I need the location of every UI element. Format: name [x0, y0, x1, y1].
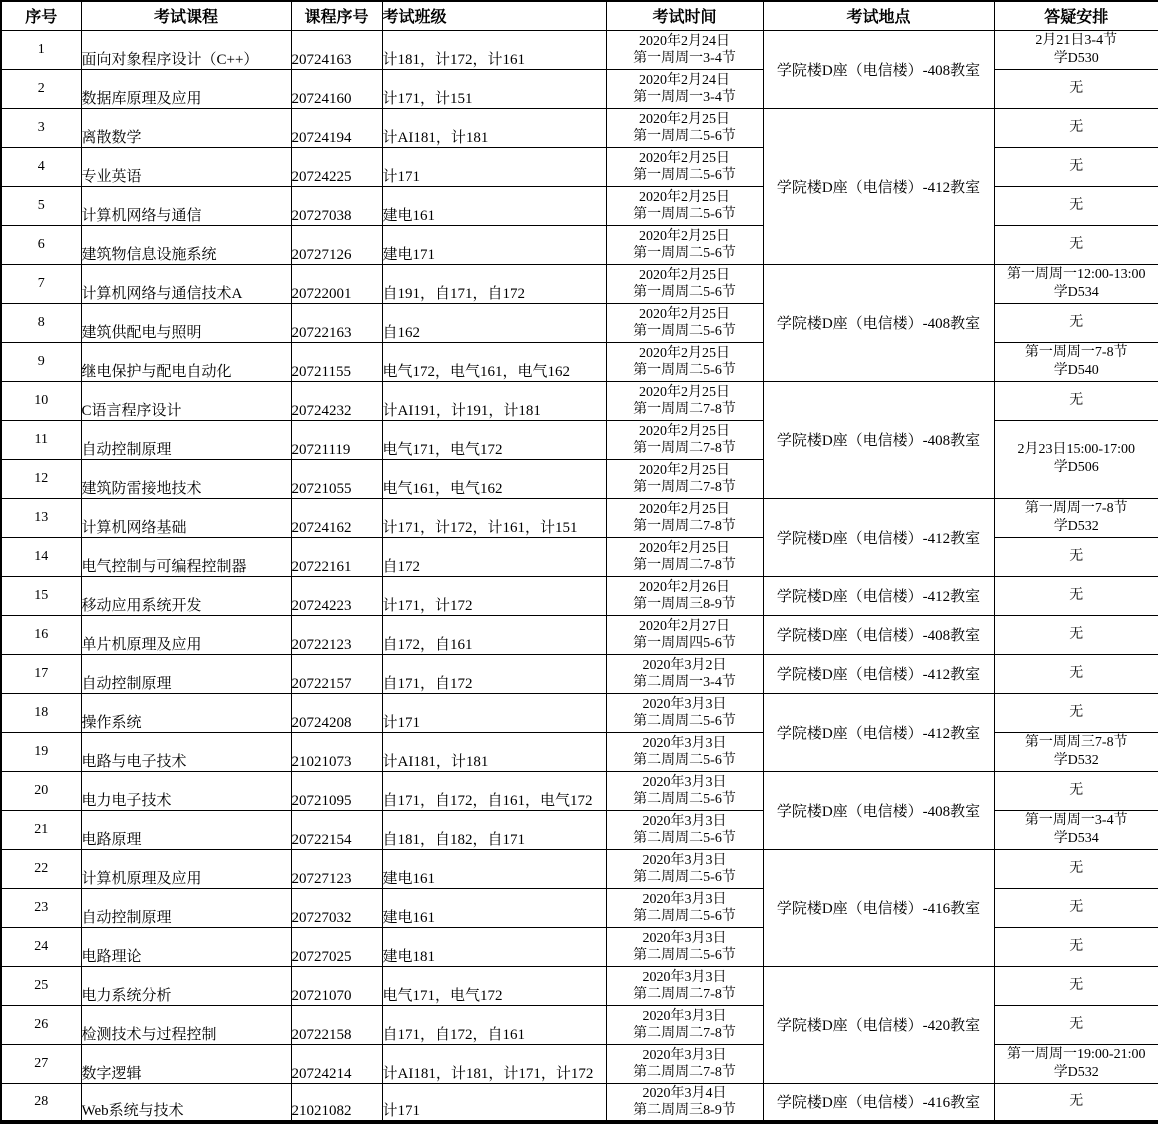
qa-cell	[994, 927, 1158, 966]
time-cell	[606, 303, 763, 342]
qa-cell	[994, 69, 1158, 108]
row-index-cell: 22	[1, 849, 81, 888]
time-cell	[606, 264, 763, 303]
qa-cell	[994, 303, 1158, 342]
time-cell	[606, 654, 763, 693]
course-cell: 建筑防雷接地技术	[81, 459, 291, 498]
row-index-cell: 26	[1, 1005, 81, 1044]
row-index-cell: 1	[1, 30, 81, 69]
time-line: 2020年2月25日	[639, 228, 730, 244]
time-line: 2020年3月3日	[642, 1008, 727, 1024]
time-cell	[606, 420, 763, 459]
classes-cell: 计AI181，计181，计171，计172	[382, 1044, 606, 1083]
qa-cell	[994, 225, 1158, 264]
location-cell: 学院楼D座（电信楼）-412教室	[763, 693, 994, 771]
classes-cell: 自171，自172，自161	[382, 1005, 606, 1044]
row-index-cell: 9	[1, 342, 81, 381]
location-cell: 学院楼D座（电信楼）-416教室	[763, 1083, 994, 1122]
qa-line: 无	[1069, 626, 1084, 642]
course-no-cell: 20724208	[291, 693, 382, 732]
time-line: 2020年2月25日	[639, 540, 730, 556]
course-no-cell: 20724214	[291, 1044, 382, 1083]
qa-line: 无	[1069, 938, 1084, 954]
qa-line: 无	[1069, 80, 1084, 96]
time-line: 2020年3月3日	[642, 1047, 727, 1063]
time-line: 2020年2月25日	[639, 267, 730, 283]
header-qa: 答疑安排	[994, 1, 1158, 30]
row-index-cell: 28	[1, 1083, 81, 1122]
time-line: 第一周周四5-6节	[633, 635, 736, 651]
classes-cell: 自162	[382, 303, 606, 342]
time-cell	[606, 69, 763, 108]
table-row	[1, 654, 1158, 693]
table-row	[1, 30, 1158, 69]
table-row	[1, 576, 1158, 615]
time-cell	[606, 966, 763, 1005]
classes-cell: 电气161，电气162	[382, 459, 606, 498]
classes-cell: 建电181	[382, 927, 606, 966]
time-line: 2020年2月25日	[639, 150, 730, 166]
qa-cell	[994, 1083, 1158, 1122]
qa-line: 无	[1069, 704, 1084, 720]
qa-line: 学D532	[1053, 518, 1099, 534]
qa-cell	[994, 849, 1158, 888]
course-cell: 数字逻辑	[81, 1044, 291, 1083]
qa-line: 无	[1069, 977, 1084, 993]
row-index-cell: 17	[1, 654, 81, 693]
location-cell: 学院楼D座（电信楼）-408教室	[763, 30, 994, 108]
location-cell: 学院楼D座（电信楼）-412教室	[763, 498, 994, 576]
row-index-cell: 19	[1, 732, 81, 771]
course-no-cell: 20721155	[291, 342, 382, 381]
course-no-cell: 20721095	[291, 771, 382, 810]
location-cell: 学院楼D座（电信楼）-412教室	[763, 108, 994, 264]
course-cell: 专业英语	[81, 147, 291, 186]
table-row	[1, 264, 1158, 303]
row-index-cell: 11	[1, 420, 81, 459]
time-line: 第二周周一3-4节	[633, 674, 736, 690]
row-index-cell: 12	[1, 459, 81, 498]
classes-cell: 电气172，电气161，电气162	[382, 342, 606, 381]
time-line: 第二周周二7-8节	[633, 1025, 736, 1041]
row-index-cell: 16	[1, 615, 81, 654]
course-cell: 自动控制原理	[81, 888, 291, 927]
course-no-cell: 20724232	[291, 381, 382, 420]
course-cell: 计算机网络与通信技术A	[81, 264, 291, 303]
time-line: 第一周周一3-4节	[633, 89, 736, 105]
time-line: 2020年3月3日	[642, 735, 727, 751]
time-line: 2020年2月25日	[639, 306, 730, 322]
time-cell	[606, 1005, 763, 1044]
classes-cell: 计171	[382, 1083, 606, 1122]
classes-cell: 计171，计172，计161，计151	[382, 498, 606, 537]
time-line: 2020年2月25日	[639, 189, 730, 205]
time-line: 第二周周二5-6节	[633, 791, 736, 807]
qa-cell	[994, 537, 1158, 576]
qa-cell	[994, 1005, 1158, 1044]
course-no-cell: 20722157	[291, 654, 382, 693]
qa-cell	[994, 381, 1158, 420]
qa-cell	[994, 147, 1158, 186]
qa-line: 2月23日15:00-17:00	[1017, 442, 1135, 457]
header-time: 考试时间	[606, 1, 763, 30]
qa-cell	[994, 342, 1158, 381]
table-row	[1, 849, 1158, 888]
time-line: 2020年3月3日	[642, 852, 727, 868]
time-cell	[606, 810, 763, 849]
qa-line: 无	[1069, 119, 1084, 135]
location-cell: 学院楼D座（电信楼）-412教室	[763, 654, 994, 693]
time-cell	[606, 576, 763, 615]
qa-cell	[994, 264, 1158, 303]
time-line: 第一周周二5-6节	[633, 167, 736, 183]
course-cell: 建筑物信息设施系统	[81, 225, 291, 264]
course-cell: 离散数学	[81, 108, 291, 147]
classes-cell: 自172	[382, 537, 606, 576]
classes-cell: 自181，自182，自171	[382, 810, 606, 849]
qa-line: 学D532	[1053, 1064, 1099, 1080]
time-line: 第二周周二5-6节	[633, 869, 736, 885]
time-line: 2020年2月25日	[639, 462, 730, 478]
time-line: 2020年2月25日	[639, 501, 730, 517]
time-line: 第二周周二5-6节	[633, 947, 736, 963]
qa-line: 2月21日3-4节	[1035, 32, 1118, 48]
time-cell	[606, 498, 763, 537]
course-cell: 电力电子技术	[81, 771, 291, 810]
location-cell: 学院楼D座（电信楼）-408教室	[763, 381, 994, 498]
time-line: 2020年3月3日	[642, 891, 727, 907]
time-line: 2020年2月27日	[639, 618, 730, 634]
location-cell: 学院楼D座（电信楼）-416教室	[763, 849, 994, 966]
qa-line: 无	[1069, 899, 1084, 915]
time-line: 第一周周二5-6节	[633, 323, 736, 339]
table-row	[1, 771, 1158, 810]
row-index-cell: 25	[1, 966, 81, 1005]
time-line: 第一周周二5-6节	[633, 128, 736, 144]
qa-line: 无	[1069, 236, 1084, 252]
course-cell: 计算机原理及应用	[81, 849, 291, 888]
time-cell	[606, 537, 763, 576]
row-index-cell: 5	[1, 186, 81, 225]
qa-line: 第一周周一7-8节	[1024, 344, 1128, 360]
time-line: 第一周周二7-8节	[633, 479, 736, 495]
classes-cell: 建电171	[382, 225, 606, 264]
header-index: 序号	[1, 1, 81, 30]
time-line: 第二周周二5-6节	[633, 752, 736, 768]
qa-cell	[994, 693, 1158, 732]
course-cell: 单片机原理及应用	[81, 615, 291, 654]
time-line: 第一周周二7-8节	[633, 557, 736, 573]
course-cell: 电气控制与可编程控制器	[81, 537, 291, 576]
time-cell	[606, 693, 763, 732]
qa-line: 无	[1069, 548, 1084, 564]
table-row	[1, 1083, 1158, 1122]
course-cell: 电路原理	[81, 810, 291, 849]
course-no-cell: 20727025	[291, 927, 382, 966]
table-row	[1, 615, 1158, 654]
time-line: 2020年3月3日	[642, 774, 727, 790]
qa-line: 第一周周三7-8节	[1024, 734, 1128, 750]
course-cell: 计算机网络基础	[81, 498, 291, 537]
qa-line: 学D540	[1053, 362, 1099, 378]
course-cell: 数据库原理及应用	[81, 69, 291, 108]
header-course: 考试课程	[81, 1, 291, 30]
classes-cell: 建电161	[382, 849, 606, 888]
location-cell: 学院楼D座（电信楼）-408教室	[763, 264, 994, 381]
course-no-cell: 20722158	[291, 1005, 382, 1044]
qa-cell	[994, 810, 1158, 849]
qa-line: 学D534	[1053, 284, 1099, 300]
classes-cell: 计171	[382, 147, 606, 186]
course-no-cell: 20722163	[291, 303, 382, 342]
row-index-cell: 24	[1, 927, 81, 966]
qa-line: 无	[1069, 1016, 1084, 1032]
course-cell: 计算机网络与通信	[81, 186, 291, 225]
time-cell	[606, 771, 763, 810]
qa-line: 无	[1069, 860, 1084, 876]
time-cell	[606, 381, 763, 420]
course-no-cell: 20724163	[291, 30, 382, 69]
time-line: 2020年3月3日	[642, 930, 727, 946]
time-line: 第一周周二7-8节	[633, 401, 736, 417]
course-no-cell: 20727032	[291, 888, 382, 927]
classes-cell: 计181，计172，计161	[382, 30, 606, 69]
time-line: 第一周周二7-8节	[633, 518, 736, 534]
time-line: 第一周周二5-6节	[633, 284, 736, 300]
row-index-cell: 6	[1, 225, 81, 264]
course-no-cell: 20724225	[291, 147, 382, 186]
time-cell	[606, 108, 763, 147]
course-cell: 继电保护与配电自动化	[81, 342, 291, 381]
course-cell: 检测技术与过程控制	[81, 1005, 291, 1044]
location-cell: 学院楼D座（电信楼）-408教室	[763, 615, 994, 654]
course-no-cell: 20722001	[291, 264, 382, 303]
qa-cell	[994, 498, 1158, 537]
row-index-cell: 8	[1, 303, 81, 342]
table-row	[1, 693, 1158, 732]
qa-line: 无	[1069, 392, 1084, 408]
course-no-cell: 20721055	[291, 459, 382, 498]
time-line: 2020年2月25日	[639, 111, 730, 127]
qa-cell	[994, 966, 1158, 1005]
classes-cell: 建电161	[382, 186, 606, 225]
course-cell: 电路与电子技术	[81, 732, 291, 771]
course-cell: 电路理论	[81, 927, 291, 966]
qa-cell	[994, 771, 1158, 810]
course-no-cell: 20724162	[291, 498, 382, 537]
row-index-cell: 4	[1, 147, 81, 186]
course-no-cell: 20724223	[291, 576, 382, 615]
qa-line: 无	[1069, 665, 1084, 681]
row-index-cell: 15	[1, 576, 81, 615]
course-no-cell: 20724160	[291, 69, 382, 108]
time-cell	[606, 30, 763, 69]
course-no-cell: 20727038	[291, 186, 382, 225]
table-row	[1, 108, 1158, 147]
time-line: 第二周周二5-6节	[633, 830, 736, 846]
course-cell: 操作系统	[81, 693, 291, 732]
qa-cell	[994, 30, 1158, 69]
time-cell	[606, 147, 763, 186]
course-cell: 建筑供配电与照明	[81, 303, 291, 342]
time-line: 2020年2月24日	[639, 33, 730, 49]
row-index-cell: 21	[1, 810, 81, 849]
time-cell	[606, 888, 763, 927]
classes-cell: 计AI181，计181	[382, 108, 606, 147]
time-line: 第二周周二5-6节	[633, 908, 736, 924]
course-cell: 电力系统分析	[81, 966, 291, 1005]
classes-cell: 计171	[382, 693, 606, 732]
row-index-cell: 7	[1, 264, 81, 303]
time-cell	[606, 1083, 763, 1122]
time-line: 第一周周一3-4节	[633, 50, 736, 66]
row-index-cell: 10	[1, 381, 81, 420]
classes-cell: 计AI181，计181	[382, 732, 606, 771]
time-line: 2020年2月25日	[639, 384, 730, 400]
row-index-cell: 3	[1, 108, 81, 147]
time-cell	[606, 849, 763, 888]
qa-line: 学D530	[1053, 50, 1099, 66]
course-cell: 自动控制原理	[81, 420, 291, 459]
time-line: 第二周周二7-8节	[633, 1064, 736, 1080]
time-line: 第一周周二5-6节	[633, 362, 736, 378]
qa-cell	[994, 420, 1158, 498]
course-no-cell: 20722154	[291, 810, 382, 849]
qa-cell	[994, 654, 1158, 693]
row-index-cell: 23	[1, 888, 81, 927]
qa-line: 无	[1069, 197, 1084, 213]
time-line: 2020年3月2日	[642, 657, 727, 673]
time-cell	[606, 1044, 763, 1083]
header-location: 考试地点	[763, 1, 994, 30]
time-cell	[606, 186, 763, 225]
row-index-cell: 13	[1, 498, 81, 537]
classes-cell: 建电161	[382, 888, 606, 927]
time-line: 第一周周二5-6节	[633, 206, 736, 222]
course-no-cell: 20727123	[291, 849, 382, 888]
classes-cell: 计AI191，计191，计181	[382, 381, 606, 420]
qa-cell	[994, 732, 1158, 771]
time-cell	[606, 225, 763, 264]
row-index-cell: 2	[1, 69, 81, 108]
course-cell: 移动应用系统开发	[81, 576, 291, 615]
header-row	[1, 1, 1158, 30]
qa-line: 第一周周一12:00-13:00	[1007, 266, 1146, 282]
qa-line: 学D506	[1053, 460, 1099, 475]
location-cell: 学院楼D座（电信楼）-420教室	[763, 966, 994, 1083]
table-row	[1, 381, 1158, 420]
classes-cell: 自171，自172，自161，电气172	[382, 771, 606, 810]
classes-cell: 计171，计151	[382, 69, 606, 108]
qa-cell	[994, 186, 1158, 225]
course-cell: 自动控制原理	[81, 654, 291, 693]
row-index-cell: 27	[1, 1044, 81, 1083]
qa-line: 第一周周一19:00-21:00	[1007, 1046, 1146, 1062]
course-no-cell: 20721070	[291, 966, 382, 1005]
course-no-cell: 21021073	[291, 732, 382, 771]
qa-line: 学D534	[1053, 830, 1099, 846]
row-index-cell: 20	[1, 771, 81, 810]
course-no-cell: 21021082	[291, 1083, 382, 1122]
course-cell: C语言程序设计	[81, 381, 291, 420]
time-line: 2020年2月25日	[639, 345, 730, 361]
time-line: 2020年3月3日	[642, 813, 727, 829]
table-row	[1, 966, 1158, 1005]
time-cell	[606, 459, 763, 498]
course-no-cell: 20724194	[291, 108, 382, 147]
time-line: 2020年3月3日	[642, 696, 727, 712]
course-no-cell: 20722161	[291, 537, 382, 576]
classes-cell: 电气171，电气172	[382, 966, 606, 1005]
time-line: 第一周周二5-6节	[633, 245, 736, 261]
classes-cell: 计171，计172	[382, 576, 606, 615]
qa-line: 学D532	[1053, 752, 1099, 768]
time-line: 第二周周三8-9节	[633, 1102, 736, 1118]
classes-cell: 电气171，电气172	[382, 420, 606, 459]
row-index-cell: 14	[1, 537, 81, 576]
header-classes: 考试班级	[382, 1, 606, 30]
time-line: 2020年3月4日	[642, 1085, 727, 1101]
qa-cell	[994, 1044, 1158, 1083]
row-index-cell: 18	[1, 693, 81, 732]
course-no-cell: 20727126	[291, 225, 382, 264]
qa-cell	[994, 576, 1158, 615]
classes-cell: 自172，自161	[382, 615, 606, 654]
time-line: 第二周周二7-8节	[633, 986, 736, 1002]
qa-line: 第一周周一3-4节	[1024, 812, 1128, 828]
classes-cell: 自191，自171，自172	[382, 264, 606, 303]
table-row	[1, 498, 1158, 537]
qa-line: 第一周周一7-8节	[1024, 500, 1128, 516]
qa-line: 无	[1069, 314, 1084, 330]
header-course-no: 课程序号	[291, 1, 382, 30]
course-no-cell: 20722123	[291, 615, 382, 654]
qa-line: 无	[1069, 782, 1084, 798]
location-cell: 学院楼D座（电信楼）-408教室	[763, 771, 994, 849]
time-line: 第二周周二5-6节	[633, 713, 736, 729]
time-cell	[606, 615, 763, 654]
time-line: 2020年3月3日	[642, 969, 727, 985]
qa-line: 无	[1069, 587, 1084, 603]
course-cell: 面向对象程序设计（C++）	[81, 30, 291, 69]
time-line: 第一周周三8-9节	[633, 596, 736, 612]
time-cell	[606, 927, 763, 966]
time-line: 第一周周二7-8节	[633, 440, 736, 456]
qa-line: 无	[1069, 1093, 1084, 1109]
qa-cell	[994, 615, 1158, 654]
qa-cell	[994, 888, 1158, 927]
time-line: 2020年2月25日	[639, 423, 730, 439]
location-cell: 学院楼D座（电信楼）-412教室	[763, 576, 994, 615]
qa-cell	[994, 108, 1158, 147]
time-line: 2020年2月24日	[639, 72, 730, 88]
classes-cell: 自171，自172	[382, 654, 606, 693]
time-cell	[606, 342, 763, 381]
course-cell: Web系统与技术	[81, 1083, 291, 1122]
course-no-cell: 20721119	[291, 420, 382, 459]
qa-line: 无	[1069, 158, 1084, 174]
time-line: 2020年2月26日	[639, 579, 730, 595]
time-cell	[606, 732, 763, 771]
